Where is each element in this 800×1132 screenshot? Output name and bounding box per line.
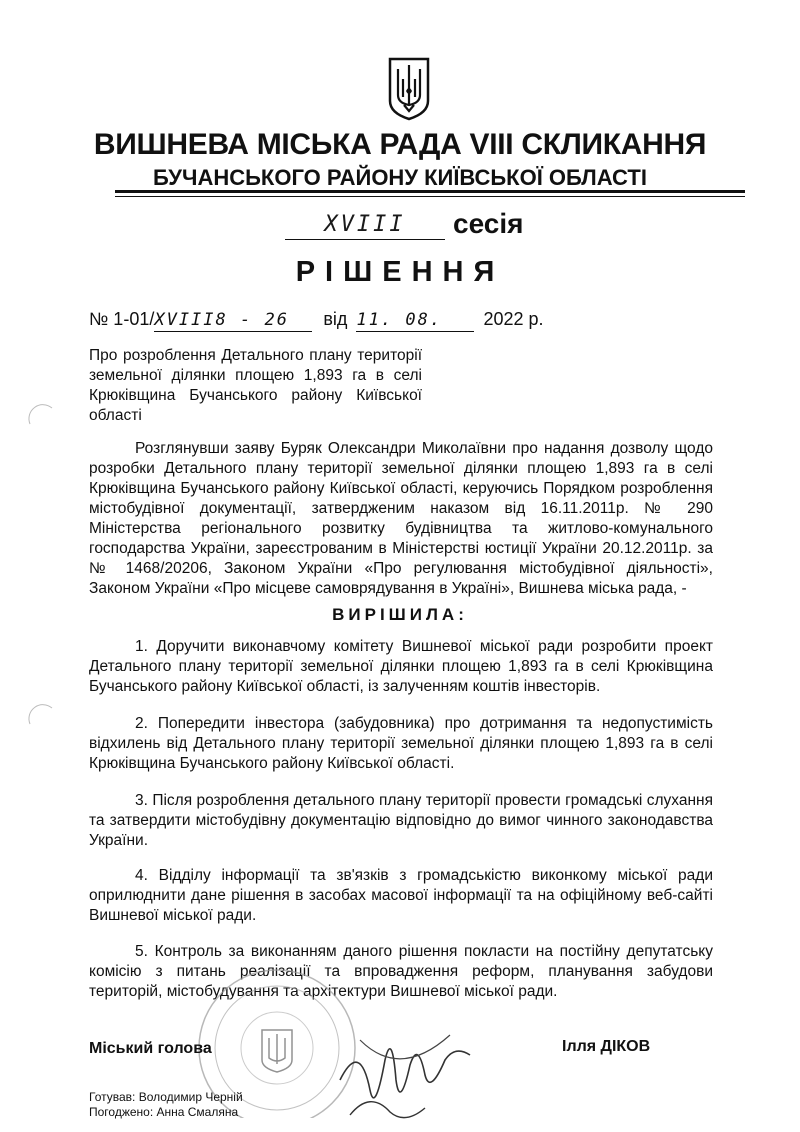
council-title: ВИШНЕВА МІСЬКА РАДА VIII СКЛИКАННЯ — [93, 128, 707, 161]
document-type-heading: РІШЕННЯ — [295, 256, 505, 288]
tryzub-icon — [384, 55, 434, 121]
resolution-item: 2. Попередити інвестора (забудовника) про дотримання та недопустимість відхилень від Детального плану території земельної ділянки площею 1,893 га в селі Крюківщина Бучанського району Київської області. — [89, 715, 713, 772]
mayor-position: Міський голова — [89, 1040, 212, 1057]
resolution-item: 4. Відділу інформації та зв'язків з громадськістю виконкому міської ради оприлюднити дане рішення в засобах масової інформації та на офіційному веб-сайті Вишневої міської ради. — [89, 867, 713, 924]
agreed-by: Погоджено: Анна Смаляна — [89, 1105, 239, 1119]
decision-number-line — [89, 309, 544, 332]
session-line — [285, 208, 523, 242]
prepared-by: Готував: Володимир Черній — [89, 1090, 243, 1104]
decision-number-prefix: № 1-01/ — [89, 309, 155, 329]
resolution-item: 5. Контроль за виконанням даного рішення покласти на постійну депутатську комісію з питань реалізації та впровадження реформ, планування забудови територій, містобудування та архітектури Вишневої міської ради. — [89, 943, 713, 1000]
resolution-item: 1. Доручити виконавчому комітету Вишневої міської ради розробити проект Детального плану території земельної ділянки площею 1,893 га в селі Крюківщина Бучанського району Київської області, із залученням коштів інвесторів. — [89, 638, 713, 695]
punch-hole-icon — [22, 696, 62, 736]
session-label: сесія — [453, 208, 524, 239]
resolution-item: 3. Після розроблення детального плану території провести громадські слухання та затвердити містобудівну документацію відповідно до вимог чинного законодавства України. — [89, 792, 713, 849]
decision-number-handwritten: XVIII8 - 26 — [154, 310, 312, 332]
punch-hole-icon — [22, 396, 62, 436]
header-divider-thin — [115, 196, 745, 197]
preamble-paragraph: Розглянувши заяву Буряк Олександри Миколаївни про надання дозволу щодо розробки Детального плану території земельної ділянки площею 1,893 га в селі Крюківщина Бучанського району Київської області, керуючись Порядком розроблення містобудівної документації, затвердженим наказом від 16.11.2011р. № 290 Міністерства регіонального розвитку будівництва та житлово-комунального господарства України, зареєстрованим в Міністерстві юстиції України 20.12.2011р. за № 1468/20206, Законом України «Про регулювання містобудівної діяльності», Законом України «Про місцеве самоврядування в Україні», Вишнева міська рада, - — [89, 440, 713, 597]
header-divider-thick — [115, 190, 745, 193]
resolved-heading: ВИРІШИЛА: — [332, 605, 468, 624]
prepared-by-block — [89, 1090, 243, 1120]
decision-subject: Про розроблення Детального плану території земельної ділянки площею 1,893 га в селі Крюківщина Бучанського району Київської області — [89, 347, 422, 424]
handwritten-signature — [330, 1020, 490, 1130]
session-number-handwritten: XVIII — [285, 212, 445, 240]
date-from-label: від — [323, 309, 348, 329]
decision-date-handwritten: 11. 08. — [356, 310, 474, 332]
district-title: БУЧАНСЬКОГО РАЙОНУ КИЇВСЬКОЇ ОБЛАСТІ — [153, 165, 647, 190]
decision-year: 2022 р. — [483, 309, 544, 329]
mayor-name: Ілля ДІКОВ — [562, 1038, 651, 1055]
